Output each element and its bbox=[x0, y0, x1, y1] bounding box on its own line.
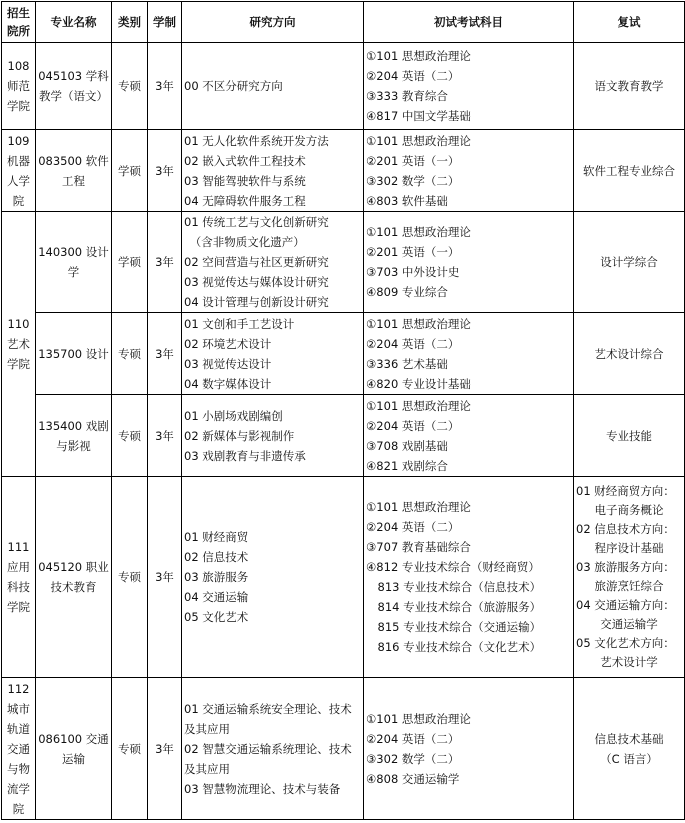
major-cell: 045103 学科教学（语文） bbox=[36, 43, 112, 130]
retest-cell bbox=[574, 395, 685, 477]
exam-item: ①101 思想政治理论 bbox=[366, 398, 471, 413]
exam-item: ③707 教育基础综合 bbox=[366, 540, 471, 554]
exams-cell bbox=[364, 212, 574, 313]
header-row bbox=[2, 2, 685, 43]
exam-item: 813 专业技术综合（信息技术） bbox=[377, 580, 542, 594]
retest-item: （C 语言） bbox=[600, 751, 658, 766]
direction-item: 02 新媒体与影视制作 bbox=[184, 428, 295, 443]
direction-item: 05 文化艺术 bbox=[184, 610, 249, 624]
retest-cell bbox=[574, 678, 685, 820]
table-row bbox=[2, 678, 685, 820]
years-cell: 3年 bbox=[148, 130, 182, 212]
header-retest: 复试 bbox=[574, 2, 685, 43]
college-cell: 112 城市轨道交通与物流学院 bbox=[2, 678, 36, 820]
exams-cell bbox=[364, 43, 574, 130]
type-cell: 专硕 bbox=[112, 477, 148, 678]
retest-cell bbox=[574, 477, 685, 678]
directions-cell bbox=[182, 43, 364, 130]
table-row bbox=[2, 313, 685, 395]
major-cell: 135400 戏剧与影视 bbox=[36, 395, 112, 477]
exam-item: ④809 专业综合 bbox=[366, 285, 448, 299]
type-cell: 学硕 bbox=[112, 212, 148, 313]
exam-item: ②204 英语（二） bbox=[366, 336, 460, 351]
exam-item: ②204 英语（二） bbox=[366, 520, 460, 534]
exam-item: ①101 思想政治理论 bbox=[366, 225, 471, 239]
retest-item: 01 财经商贸方向： bbox=[576, 484, 675, 498]
exam-item: ②201 英语（一） bbox=[366, 245, 460, 259]
type-cell: 专硕 bbox=[112, 395, 148, 477]
exam-item: ②204 英语（二） bbox=[366, 731, 460, 746]
exam-item: ②204 英语（二） bbox=[366, 418, 460, 433]
college-cell: 108 师范学院 bbox=[2, 43, 36, 130]
direction-item: 03 视觉传达与媒体设计研究 bbox=[184, 275, 329, 289]
direction-item: 04 数字媒体设计 bbox=[184, 376, 272, 391]
retest-item: 信息技术基础 bbox=[594, 731, 664, 746]
directions-cell bbox=[182, 395, 364, 477]
retest-item: 03 旅游服务方向： bbox=[576, 560, 675, 574]
exam-item: ③336 艺术基础 bbox=[366, 356, 448, 371]
table-row bbox=[2, 130, 685, 212]
header-type: 类别 bbox=[112, 2, 148, 43]
years-cell: 3年 bbox=[148, 313, 182, 395]
major-cell: 083500 软件工程 bbox=[36, 130, 112, 212]
type-cell: 专硕 bbox=[112, 43, 148, 130]
directions-cell bbox=[182, 130, 364, 212]
table-row bbox=[2, 395, 685, 477]
directions-cell bbox=[182, 313, 364, 395]
years-cell: 3年 bbox=[148, 43, 182, 130]
table-row bbox=[2, 477, 685, 678]
retest-item: 语文教育教学 bbox=[594, 79, 664, 93]
years-cell: 3年 bbox=[148, 678, 182, 820]
direction-item: （含非物质文化遗产） bbox=[189, 235, 305, 249]
directions-cell bbox=[182, 212, 364, 313]
college-cell: 110 艺术学院 bbox=[2, 212, 36, 477]
exams-cell bbox=[364, 395, 574, 477]
retest-item: 艺术设计学 bbox=[600, 655, 658, 669]
exam-item: ③302 数学（二） bbox=[366, 173, 460, 188]
exam-item: 815 专业技术综合（交通运输） bbox=[377, 620, 542, 634]
exam-item: ③703 中外设计史 bbox=[366, 265, 460, 279]
exam-item: ①101 思想政治理论 bbox=[366, 500, 471, 514]
exam-item: ②201 英语（一） bbox=[366, 153, 460, 168]
years-cell: 3年 bbox=[148, 395, 182, 477]
table-row bbox=[2, 43, 685, 130]
direction-item: 04 交通运输 bbox=[184, 590, 249, 604]
exam-item: ①101 思想政治理论 bbox=[366, 711, 471, 726]
retest-item: 软件工程专业综合 bbox=[583, 163, 675, 178]
type-cell: 专硕 bbox=[112, 678, 148, 820]
exam-item: ④821 戏剧综合 bbox=[366, 458, 448, 473]
direction-item: 02 智慧交通运输系统理论、技术及其应用 bbox=[184, 741, 352, 776]
direction-item: 01 无人化软件系统开发方法 bbox=[184, 133, 329, 148]
header-years: 学制 bbox=[148, 2, 182, 43]
exam-item: ④817 中国文学基础 bbox=[366, 109, 471, 123]
direction-item: 03 智能驾驶软件与系统 bbox=[184, 173, 306, 188]
direction-item: 01 交通运输系统安全理论、技术及其应用 bbox=[184, 701, 352, 736]
retest-item: 设计学综合 bbox=[600, 255, 658, 269]
retest-cell bbox=[574, 43, 685, 130]
exam-item: 814 专业技术综合（旅游服务） bbox=[377, 600, 542, 614]
college-cell: 109 机器人学院 bbox=[2, 130, 36, 212]
retest-item: 旅游烹饪综合 bbox=[594, 579, 664, 593]
major-cell: 140300 设计学 bbox=[36, 212, 112, 313]
header-directions: 研究方向 bbox=[182, 2, 364, 43]
exam-item: ④812 专业技术综合（财经商贸） bbox=[366, 560, 540, 574]
direction-item: 03 智慧物流理论、技术与装备 bbox=[184, 781, 341, 796]
exam-item: ④808 交通运输学 bbox=[366, 771, 460, 786]
retest-item: 04 交通运输方向： bbox=[576, 598, 675, 612]
direction-item: 00 不区分研究方向 bbox=[184, 79, 283, 93]
type-cell: 学硕 bbox=[112, 130, 148, 212]
retest-item: 02 信息技术方向： bbox=[576, 522, 675, 536]
direction-item: 02 嵌入式软件工程技术 bbox=[184, 153, 306, 168]
exam-item: 816 专业技术综合（文化艺术） bbox=[377, 640, 542, 654]
exam-item: ①101 思想政治理论 bbox=[366, 133, 471, 148]
header-college: 招生院所 bbox=[2, 2, 36, 43]
retest-item: 专业技能 bbox=[606, 428, 652, 443]
direction-item: 03 戏剧教育与非遗传承 bbox=[184, 448, 306, 463]
header-major: 专业名称 bbox=[36, 2, 112, 43]
major-cell: 086100 交通运输 bbox=[36, 678, 112, 820]
retest-item: 程序设计基础 bbox=[594, 541, 664, 555]
retest-cell bbox=[574, 130, 685, 212]
directions-cell bbox=[182, 477, 364, 678]
exams-cell bbox=[364, 477, 574, 678]
direction-item: 03 旅游服务 bbox=[184, 570, 249, 584]
years-cell: 3年 bbox=[148, 212, 182, 313]
retest-item: 05 文化艺术方向： bbox=[576, 636, 675, 650]
direction-item: 01 传统工艺与文化创新研究 bbox=[184, 215, 329, 229]
exam-item: ①101 思想政治理论 bbox=[366, 49, 471, 63]
table-row bbox=[2, 212, 685, 313]
years-cell: 3年 bbox=[148, 477, 182, 678]
exam-item: ④820 专业设计基础 bbox=[366, 376, 471, 391]
exam-item: ④803 软件基础 bbox=[366, 193, 448, 208]
direction-item: 04 设计管理与创新设计研究 bbox=[184, 295, 329, 309]
direction-item: 01 文创和手工艺设计 bbox=[184, 316, 295, 331]
exams-cell bbox=[364, 678, 574, 820]
direction-item: 02 信息技术 bbox=[184, 550, 249, 564]
retest-item: 交通运输学 bbox=[600, 617, 658, 631]
major-cell: 135700 设计 bbox=[36, 313, 112, 395]
exam-item: ③333 教育综合 bbox=[366, 89, 448, 103]
exams-cell bbox=[364, 130, 574, 212]
college-cell: 111 应用科技学院 bbox=[2, 477, 36, 678]
direction-item: 01 小剧场戏剧编创 bbox=[184, 408, 283, 423]
exams-cell bbox=[364, 313, 574, 395]
retest-cell bbox=[574, 212, 685, 313]
exam-item: ③708 戏剧基础 bbox=[366, 438, 448, 453]
direction-item: 04 无障碍软件服务工程 bbox=[184, 193, 306, 208]
retest-cell bbox=[574, 313, 685, 395]
type-cell: 专硕 bbox=[112, 313, 148, 395]
directions-cell bbox=[182, 678, 364, 820]
exam-item: ③302 数学（二） bbox=[366, 751, 460, 766]
header-exams: 初试考试科目 bbox=[364, 2, 574, 43]
major-cell: 045120 职业技术教育 bbox=[36, 477, 112, 678]
direction-item: 02 环境艺术设计 bbox=[184, 336, 272, 351]
retest-item: 艺术设计综合 bbox=[594, 346, 664, 361]
exam-item: ①101 思想政治理论 bbox=[366, 316, 471, 331]
direction-item: 01 财经商贸 bbox=[184, 530, 249, 544]
direction-item: 02 空间营造与社区更新研究 bbox=[184, 255, 329, 269]
admission-table bbox=[1, 1, 685, 820]
direction-item: 03 视觉传达设计 bbox=[184, 356, 272, 371]
exam-item: ②204 英语（二） bbox=[366, 69, 460, 83]
retest-item: 电子商务概论 bbox=[594, 503, 664, 517]
